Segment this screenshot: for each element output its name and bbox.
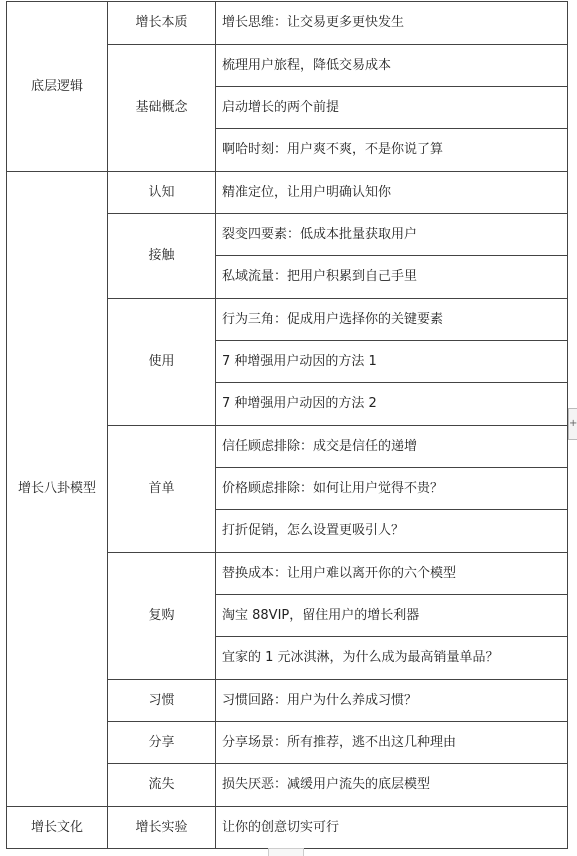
group-label-cell: 基础概念: [108, 45, 216, 172]
group-label-cell: 接触: [108, 214, 216, 299]
group-label-cell: 复购: [108, 553, 216, 680]
table-row: [7, 807, 568, 849]
section-name-cell: 增长文化: [7, 807, 108, 849]
section-name-cell: 增长八卦模型: [7, 172, 108, 807]
table-row: [7, 172, 568, 214]
group-label-cell: 增长本质: [108, 2, 216, 45]
group-label-cell: 使用: [108, 299, 216, 426]
group-label-cell: 流失: [108, 764, 216, 807]
topic-item-cell: 信任顾虑排除：成交是信任的递增: [216, 426, 568, 468]
topic-item-cell: 价格顾虑排除：如何让用户觉得不贵？: [216, 468, 568, 510]
topic-item-cell: 梳理用户旅程，降低交易成本: [216, 45, 568, 87]
group-label-cell: 分享: [108, 722, 216, 764]
group-label-cell: 习惯: [108, 680, 216, 722]
topic-item-cell: 7 种增强用户动因的方法 1: [216, 341, 568, 383]
topic-item-cell: 裂变四要素：低成本批量获取用户: [216, 214, 568, 256]
group-label-cell: 认知: [108, 172, 216, 214]
group-label-cell: 首单: [108, 426, 216, 553]
plus-icon[interactable]: +: [568, 408, 577, 440]
section-name-cell: 底层逻辑: [7, 2, 108, 172]
topic-item-cell: 行为三角：促成用户选择你的关键要素: [216, 299, 568, 341]
topic-item-cell: 宜家的 1 元冰淇淋，为什么成为最高销量单品？: [216, 637, 568, 680]
topic-item-cell: 习惯回路：用户为什么养成习惯？: [216, 680, 568, 722]
outline-table-body: [7, 2, 568, 849]
topic-item-cell: 精准定位，让用户明确认知你: [216, 172, 568, 214]
topic-item-cell: 让你的创意切实可行: [216, 807, 568, 849]
outline-table: [6, 1, 568, 849]
topic-item-cell: 分享场景：所有推荐，逃不出这几种理由: [216, 722, 568, 764]
topic-item-cell: 私域流量：把用户积累到自己手里: [216, 256, 568, 299]
topic-item-cell: 打折促销，怎么设置更吸引人？: [216, 510, 568, 553]
topic-item-cell: 损失厌恶：减缓用户流失的底层模型: [216, 764, 568, 807]
table-row: [7, 2, 568, 45]
topic-item-cell: 增长思维：让交易更多更快发生: [216, 2, 568, 45]
topic-item-cell: 7 种增强用户动因的方法 2: [216, 383, 568, 426]
topic-item-cell: 啊哈时刻：用户爽不爽，不是你说了算: [216, 129, 568, 172]
topic-item-cell: 替换成本：让用户难以离开你的六个模型: [216, 553, 568, 595]
group-label-cell: 增长实验: [108, 807, 216, 849]
topic-item-cell: 淘宝 88VIP，留住用户的增长利器: [216, 595, 568, 637]
topic-item-cell: 启动增长的两个前提: [216, 87, 568, 129]
